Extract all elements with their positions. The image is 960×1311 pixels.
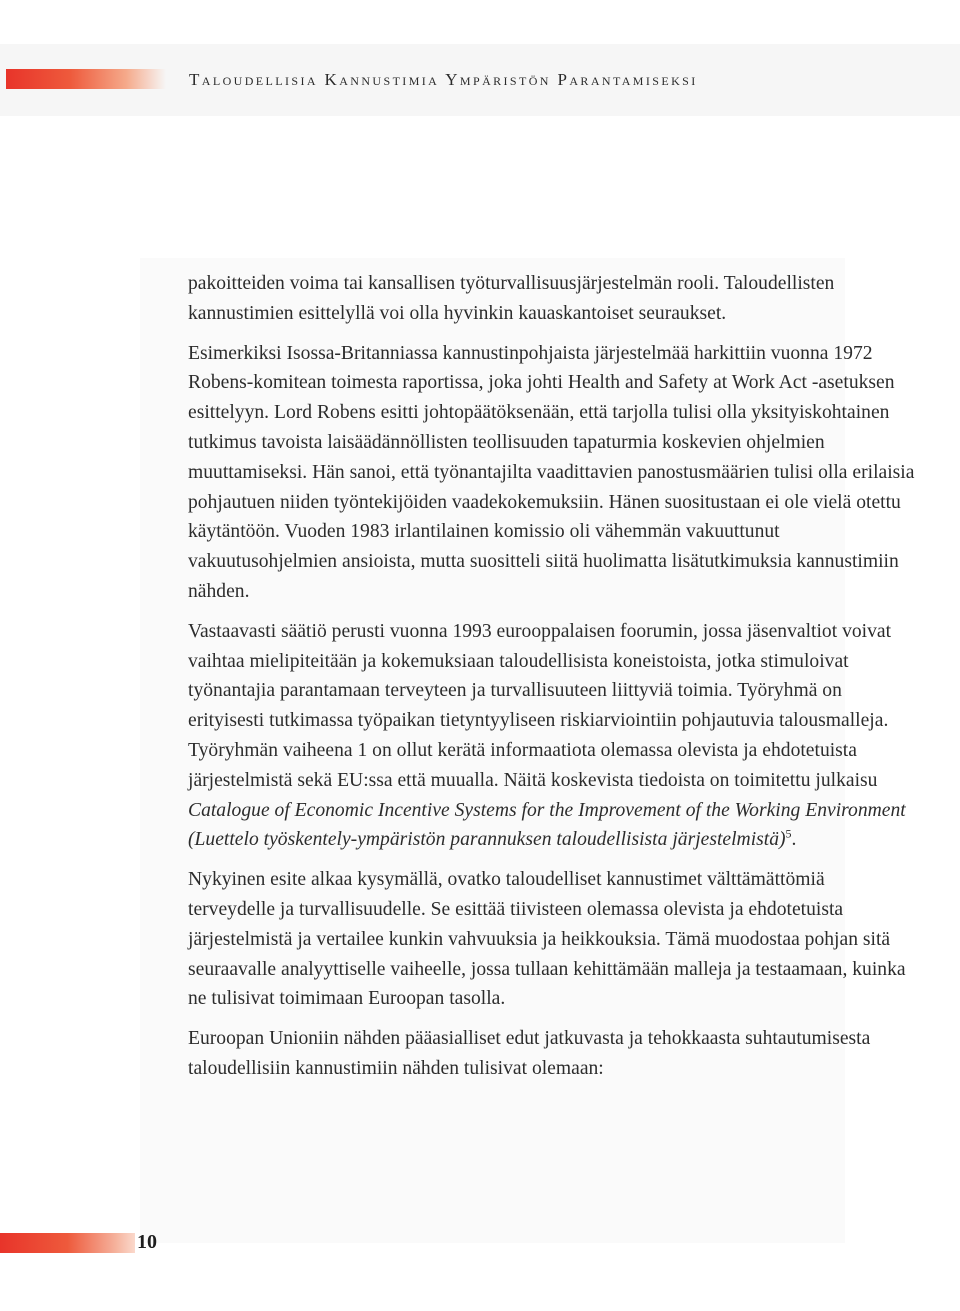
paragraph-3-intro: Vastaavasti säätiö perusti vuonna 1993 eurooppalaisen foorumin, jossa jäsenvaltiot voivat vaihtaa mielipiteitään ja kokemuksiaan taloudellisista koneistoista, jotka stimuloivat työnantajia parantamaan terveyteen ja turvallisuuteen liittyviä toimia. Työryhmä on erityisesti tutkimassa työpaikan tietyntyyliseen riskiarviointiin pohjautuvia talousmalleja. Työryhmän vaiheena 1 on ollut kerätä informaatiota olemassa olevista ja ehdotetuista järjestelmistä sekä EU:ssa että muualla. Näitä koskevista tiedoista on toimitettu julkaisu	[188, 620, 892, 791]
paragraph-3-end: .	[791, 829, 797, 851]
body-text	[188, 269, 916, 1094]
footer-accent-bar	[0, 1233, 135, 1253]
header-accent-bar	[6, 69, 166, 89]
paragraph-1: pakoitteiden voima tai kansallisen työturvallisuusjärjestelmän rooli. Taloudellisten kannustimien esittelyllä voi olla hyvinkin kauaskantoiset seuraukset.	[188, 273, 835, 324]
page-number: 10	[137, 1231, 157, 1253]
paragraph-3	[188, 617, 916, 855]
publication-title: Catalogue of Economic Incentive Systems for the Improvement of the Working Environment (Luettelo työskentely-ympäristön parannuksen taloudellisista järjestelmistä)	[188, 799, 906, 851]
paragraph-2: Esimerkiksi Isossa-Britanniassa kannustinpohjaista järjestelmää harkittiin vuonna 1972 Robens-komitean toimesta raportissa, joka johti Health and Safety at Work Act -asetuksen esittelyyn. Lord Robens esitti johtopäätöksenään, että tarjolla tulisi olla yksityiskohtainen tutkimus tavoista laisäädännöllisten teollisuuden tapaturmia koskevien ohjelmien muuttamiseksi. Hän sanoi, että työnantajilta vaadittavien panostusmäärien tulisi olla erilaisia pohjautuen niiden työntekijöiden vaadekokemuksiin. Hänen suositustaan ei ole vielä otettu käytäntöön. Vuoden 1983 irlantilainen komissio oli vähemmän vakuuttunut vakuutusohjelmien ansioista, mutta suositteli siitä huolimatta lisätutkimuksia kannustimiin nähden.	[188, 342, 915, 602]
running-title: Taloudellisia Kannustimia Ympäristön Parantamiseksi	[189, 70, 698, 89]
paragraph-4: Nykyinen esite alkaa kysymällä, ovatko taloudelliset kannustimet välttämättömiä terveydelle ja turvallisuudelle. Se esittää tiivisteen olemassa olevista ja ehdotetuista järjestelmistä ja vertailee kunkin vahvuuksia ja heikkouksia. Tämä muodostaa pohjan sitä seuraavalle analyyttiselle vaiheelle, jossa tullaan kehittämään malleja ja testaamaan, kuinka ne tulisivat toimimaan Euroopan tasolla.	[188, 869, 906, 1010]
footnote-marker: 5	[785, 826, 792, 841]
paragraph-5: Euroopan Unioniin nähden pääasialliset edut jatkuvasta ja tehokkaasta suhtautumisesta taloudellisiin kannustimiin nähden tulisivat olemaan:	[188, 1028, 871, 1079]
